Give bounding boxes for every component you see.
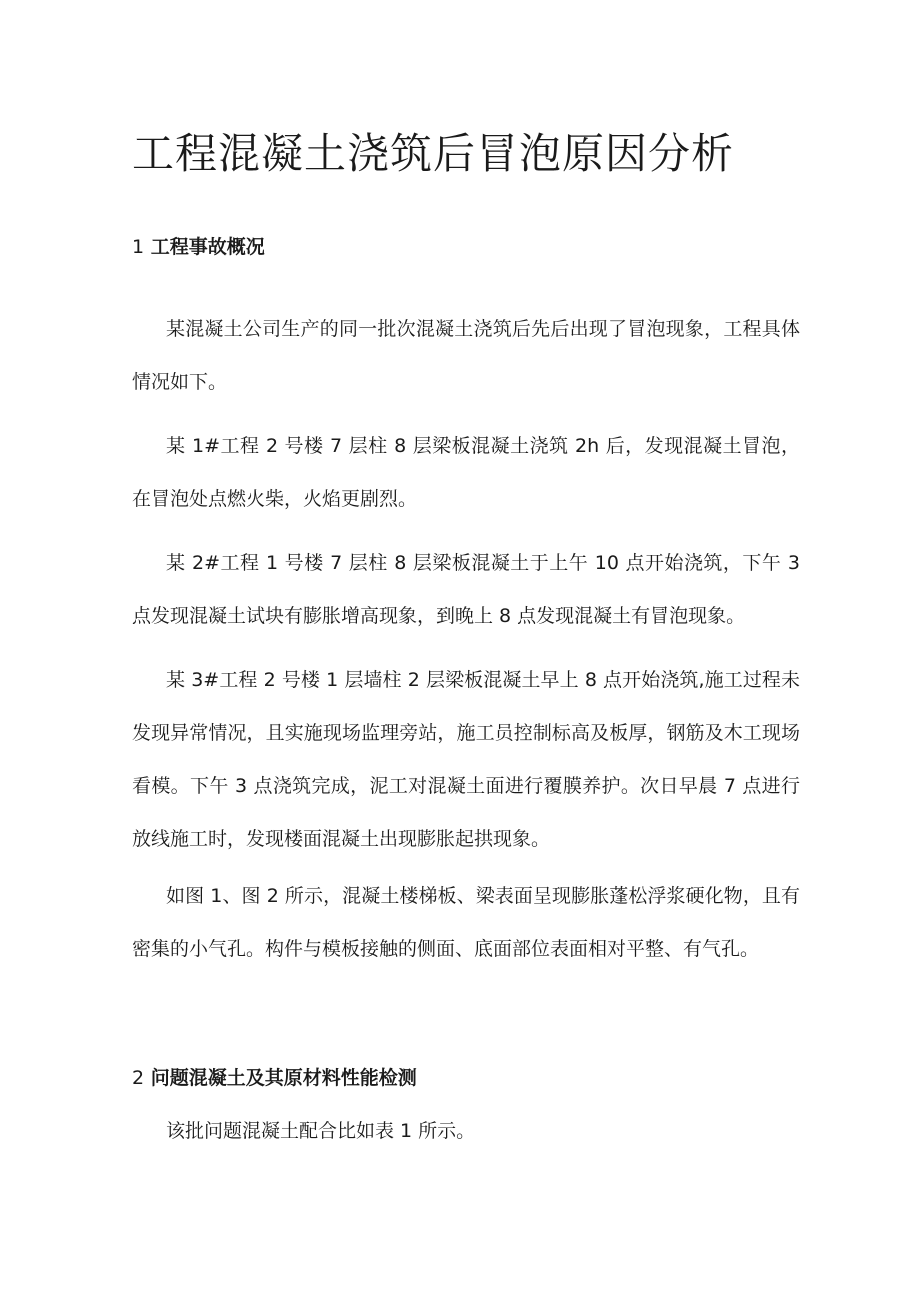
section-1-paragraph-3: 某 2#工程 1 号楼 7 层柱 8 层梁板混凝土于上午 10 点开始浇筑，下午 3 点发现混凝土试块有膨胀增高现象，到晚上 8 点发现混凝土有冒泡现象。: [132, 552, 800, 627]
section-2-title: 问题混凝土及其原材料性能检测: [150, 1067, 417, 1089]
document-title: 工程混凝土浇筑后冒泡原因分析: [132, 129, 735, 178]
section-1-paragraph-4: 某 3#工程 2 号楼 1 层墙柱 2 层梁板混凝土早上 8 点开始浇筑,施工过程未发现异常情况，且实施现场监理旁站，施工员控制标高及板厚，钢筋及木工现场看模。下午 3 点浇筑完成，泥工对混凝土面进行覆膜养护。次日早晨 7 点进行放线施工时，发现楼面混凝土出现膨胀起拱现象。: [132, 669, 800, 850]
section-1-heading: [132, 232, 265, 262]
section-2-heading: [132, 1063, 417, 1093]
section-1-paragraph-2: 某 1#工程 2 号楼 7 层柱 8 层梁板混凝土浇筑 2h 后，发现混凝土冒泡，在冒泡处点燃火柴，火焰更剧烈。: [132, 435, 800, 510]
section-2-number: 2: [132, 1067, 145, 1089]
section-1-paragraph-1: 某混凝土公司生产的同一批次混凝土浇筑后先后出现了冒泡现象，工程具体情况如下。: [132, 318, 800, 393]
section-1-paragraph-5: 如图 1、图 2 所示，混凝土楼梯板、梁表面呈现膨胀蓬松浮浆硬化物，且有密集的小气孔。构件与模板接触的侧面、底面部位表面相对平整、有气孔。: [132, 885, 800, 960]
section-1-number: 1: [132, 236, 145, 258]
section-2-paragraph-1: 该批问题混凝土配合比如表 1 所示。: [166, 1120, 476, 1142]
section-1-title: 工程事故概况: [150, 236, 265, 258]
